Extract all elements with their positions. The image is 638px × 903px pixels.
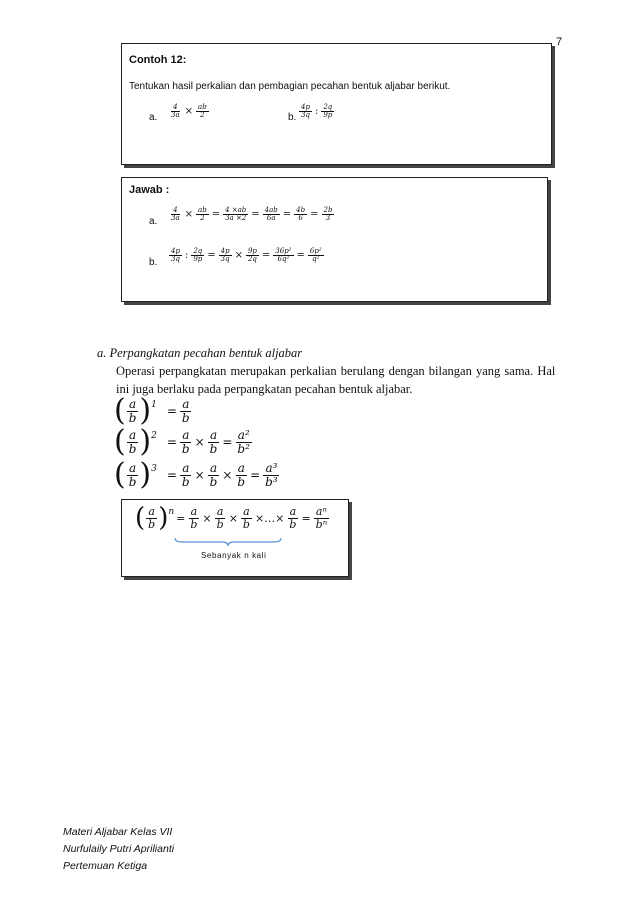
section-para-line1: Operasi perpangkatan merupakan perkalian berulang dengan bilangan yang sama. Hal [116,364,556,378]
example-b-label: b. [288,112,297,123]
general-power-formula: ( $\frac{a}{b}$ ) n = $\frac{a}{b}$ × $\frac{a}{b}$ × $\frac{a}{b}$ ×…× $\frac{a}{b}$ = $\frac{\text{aⁿ}}{\text{bⁿ}}$ [135,503,328,533]
answer-b-steps: $\frac{4p}{3q}$ : $\frac{2q}{9p}$ = $\frac{4p}{3q}$ × $\frac{9p}{2q}$ = $\frac{\text{36p²}}{\text{6q²}}$ = $\frac{\text{6p²}}{\text{q²}}$ [171,247,322,264]
underbrace [174,537,282,547]
footer-line3: Pertemuan Ketiga [63,860,148,872]
answer-box [121,177,548,302]
power-formula-3: ( $\frac{a}{b}$ ) 3 = $\frac{a}{b}$ × $\frac{a}{b}$ × $\frac{a}{b}$ = $\frac{\text{a³}}{\text{b³}}$ [114,457,278,492]
example-prompt: Tentukan hasil perkalian dan pembagian pecahan bentuk aljabar berikut. [129,81,451,92]
page-number: 7 [556,36,563,48]
example-a-label: a. [149,112,158,123]
brace-label: Sebanyak n kali [201,551,267,560]
power-formula-2: ( $\frac{a}{b}$ ) 2 = $\frac{a}{b}$ × $\frac{a}{b}$ = $\frac{\text{a²}}{\text{b²}}$ [114,424,250,459]
section-para-line2: ini juga berlaku pada perpangkatan pecahan bentuk aljabar. [116,382,413,396]
answer-a-label: a. [149,216,158,227]
example-a-expression: $\frac{4}{3a}$ × $\frac{ab}{2}$ [171,103,207,120]
answer-a-steps: $\frac{4}{3a}$ × $\frac{ab}{2}$ = $\frac{4 \times ab}{3a \times 2}$ = $\frac{4ab}{6a}$ = $\frac{4b}{6}$ = $\frac{2b}{3}$ [171,206,333,223]
footer-line1: Materi Aljabar Kelas VII [63,826,173,838]
answer-b-label: b. [149,257,158,268]
example-title: Contoh 12: [129,54,187,66]
general-formula-box [121,499,349,577]
footer-line2: Nurfulaily Putri Aprilianti [63,843,175,855]
example-box [121,43,552,165]
power-formula-1: ( $\frac{a}{b}$ ) 1 = $\frac{a}{b}$ [114,393,190,428]
answer-title: Jawab : [129,184,170,196]
example-b-expression: $\frac{4p}{3q}$ : $\frac{2q}{9p}$ [301,103,333,120]
section-heading: a. Perpangkatan pecahan bentuk aljabar [97,346,303,360]
